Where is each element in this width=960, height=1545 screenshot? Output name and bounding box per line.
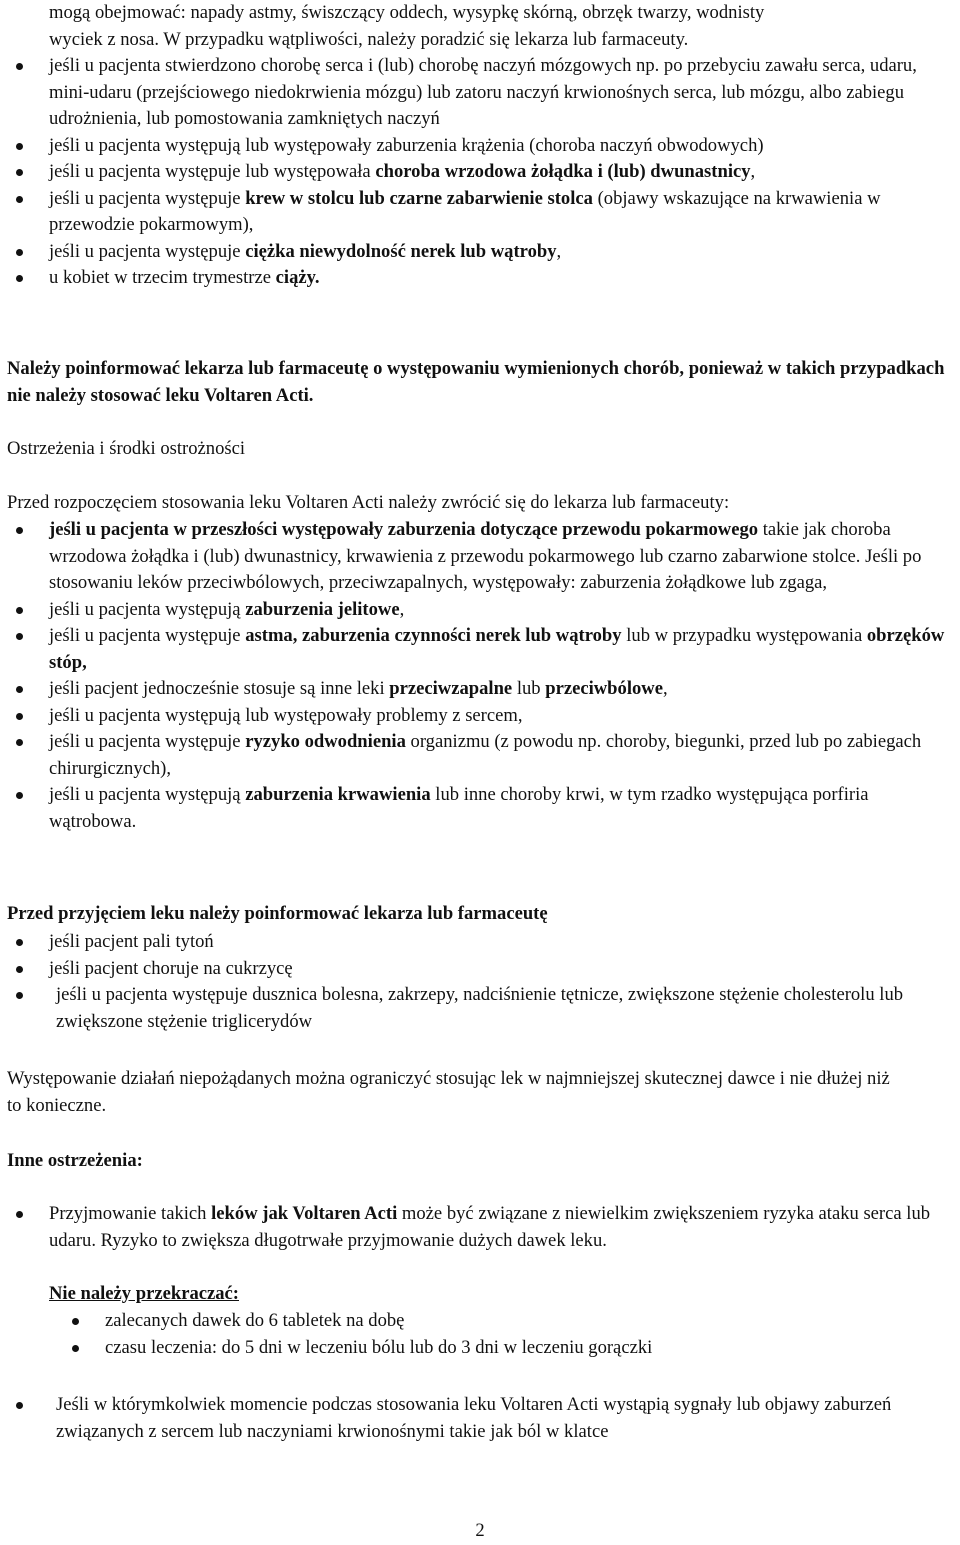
item-text: jeśli u pacjenta występuje	[49, 625, 246, 646]
item-text: jeśli u pacjenta występuje	[49, 240, 246, 262]
item-bold: ciężka niewydolność nerek lub wątroby	[245, 240, 557, 262]
list-item	[7, 53, 957, 133]
item-text: jeśli u pacjenta występują	[49, 598, 246, 620]
item-text: jeśli u pacjenta stwierdzono chorobę serca i (lub) chorobę naczyń mózgowych np. po przebyciu zawału serca, udaru, mini-udaru (przejściowego niedokrwienia mózgu) lub zatoru naczyń krwionośnych serca, lub mózgu, albo zabiegu udrożnienia, lub pomostowania zamkniętych naczyń	[49, 55, 917, 129]
continuation-line-1: mogą obejmować: napady astmy, świszczący oddech, wysypkę skórną, obrzęk twarzy, wodnisty	[49, 2, 765, 23]
item-text: jeśli pacjent choruje na cukrzycę	[49, 957, 293, 979]
list-item	[7, 929, 957, 956]
top-continuation	[7, 0, 957, 53]
warnings-heading: Ostrzeżenia i środki ostrożności	[7, 438, 246, 459]
item-text: jeśli u pacjenta występuje	[49, 187, 246, 209]
other-warnings-list-2	[7, 1392, 957, 1445]
item-text: jeśli u pacjenta występują lub występowały problemy z sercem,	[49, 704, 523, 726]
item-bold: krew w stolcu lub czarne zabarwienie stolca	[245, 187, 593, 209]
list-item	[7, 517, 957, 597]
item-text: jeśli u pacjenta występuje	[49, 731, 246, 752]
list-item	[7, 186, 957, 239]
limits-list	[7, 1308, 957, 1361]
item-text: może być związane z niewielkim zwiększeniem ryzyka ataku serca lub udaru. Ryzyko to zwiększa długotrwałe przyjmowanie dużych dawek leku.	[49, 1203, 931, 1251]
item-text: jeśli pacjent pali tytoń	[49, 931, 214, 952]
contraindications-list	[7, 53, 957, 292]
list-item	[7, 729, 957, 782]
item-bold: astma, zaburzenia czynności nerek lub wątroby	[245, 625, 622, 646]
item-text: ,	[662, 678, 668, 699]
list-item	[7, 239, 957, 266]
item-bold: leków jak Voltaren Acti	[211, 1203, 398, 1224]
item-bold: jeśli u pacjenta w przeszłości występowały zaburzenia dotyczące przewodu pokarmowego	[49, 519, 759, 540]
item-text: u kobiet w trzecim trymestrze	[49, 267, 276, 288]
list-item	[7, 159, 957, 186]
item-bold: ryzyko odwodnienia	[245, 731, 406, 752]
item-bold: choroba wrzodowa żołądka i (lub) dwunastnicy	[375, 161, 751, 182]
item-text: ,	[556, 240, 562, 262]
item-text: zalecanych dawek do 6 tabletek na dobę	[105, 1310, 405, 1331]
continuation-line-2: wyciek z nosa. W przypadku wątpliwości, należy poradzić się lekarza lub farmaceuty.	[49, 28, 689, 50]
item-bold: zaburzenia krwawienia	[245, 784, 431, 805]
item-bold: obrzęków stóp,	[49, 625, 945, 673]
item-text: takie jak choroba wrzodowa żołądka i (lub) dwunastnicy, krwawienia z przewodu pokarmowego lub czarno zabarwione stolce. Jeśli po stosowaniu leków przeciwbólowych, przeciwzapalnych, występowały: zaburzenia żołądkowe lub zgaga,	[49, 519, 922, 593]
list-item	[7, 1392, 957, 1445]
item-text: organizmu (z powodu np. choroby, biegunki, przed lub po zabiegach chirurgicznych),	[49, 731, 922, 779]
side-effects-note: Występowanie działań niepożądanych można ograniczyć stosując lek w najmniejszej skutecznej dawce i nie dłużej niż to konieczne.	[7, 1068, 890, 1116]
item-text: Jeśli w którymkolwiek momencie podczas stosowania leku Voltaren Acti wystąpią sygnały lub objawy zaburzeń związanych z sercem lub naczyniami krwionośnymi takie jak ból w klatce	[56, 1394, 892, 1442]
item-text: lub	[512, 678, 546, 699]
item-bold: przeciwbólowe	[545, 678, 663, 699]
before-taking-list	[7, 929, 957, 1035]
page-number: 2	[475, 1520, 485, 1541]
warnings-intro: Przed rozpoczęciem stosowania leku Voltaren Acti należy zwrócić się do lekarza lub farmaceuty:	[7, 492, 730, 513]
warnings-list	[7, 517, 957, 835]
item-text: czasu leczenia: do 5 dni w leczeniu bólu lub do 3 dni w leczeniu gorączki	[105, 1336, 653, 1358]
list-item	[7, 0, 957, 53]
list-item	[7, 597, 957, 624]
item-text: ,	[399, 598, 405, 620]
list-item	[7, 1335, 957, 1362]
inform-notice: Należy poinformować lekarza lub farmaceutę o występowaniu wymienionych chorób, ponieważ w takich przypadkach nie należy stosować leku Voltaren Acti.	[7, 358, 945, 406]
item-text: lub inne choroby krwi, w tym rzadko występująca porfiria wątrobowa.	[49, 784, 869, 832]
item-text: Przyjmowanie takich	[49, 1203, 212, 1224]
list-item	[7, 703, 957, 730]
list-item	[7, 782, 957, 835]
item-bold: ciąży.	[275, 267, 320, 288]
item-text: jeśli u pacjenta występuje lub występowała	[49, 161, 376, 182]
item-text: jeśli pacjent jednocześnie stosuje są inne leki	[49, 678, 390, 699]
list-item	[7, 982, 957, 1035]
item-text: jeśli u pacjenta występują	[49, 784, 246, 805]
do-not-exceed-heading: Nie należy przekraczać:	[49, 1283, 239, 1304]
before-taking-heading: Przed przyjęciem leku należy poinformować lekarza lub farmaceutę	[7, 903, 548, 924]
list-item	[7, 676, 957, 703]
list-item	[7, 623, 957, 676]
item-text: lub w przypadku występowania	[621, 625, 867, 646]
list-item	[7, 956, 957, 983]
item-bold: zaburzenia jelitowe	[245, 598, 400, 620]
item-text: jeśli u pacjenta występuje dusznica bolesna, zakrzepy, nadciśnienie tętnicze, zwiększone stężenie cholesterolu lub zwiększone stężenie triglicerydów	[56, 984, 904, 1032]
other-warnings-heading: Inne ostrzeżenia:	[7, 1150, 143, 1171]
item-text: (objawy wskazujące na krwawienia w przewodzie pokarmowym),	[49, 187, 881, 235]
other-warnings-list	[7, 1201, 957, 1254]
list-item	[7, 1308, 957, 1335]
list-item	[7, 133, 957, 160]
item-text: ,	[750, 161, 756, 182]
item-bold: przeciwzapalne	[389, 678, 513, 699]
list-item	[7, 265, 957, 292]
item-text: jeśli u pacjenta występują lub występowały zaburzenia krążenia (choroba naczyń obwodowych)	[49, 134, 764, 156]
list-item	[7, 1201, 957, 1254]
